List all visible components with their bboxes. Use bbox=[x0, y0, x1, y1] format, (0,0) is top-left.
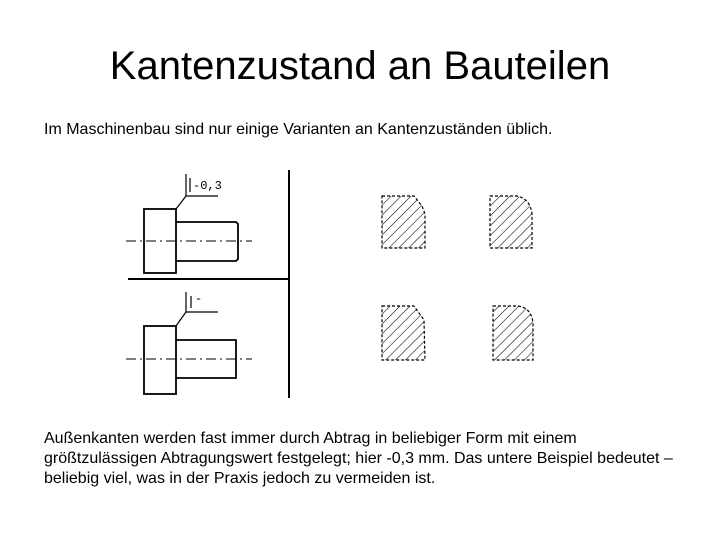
explanation-text: Außenkanten werden fast immer durch Abtrag in beliebiger Form mit einem größtzulässigen Abtragungswert festgelegt; hier -0,3 mm. Das untere Beispiel bedeutet – beliebig viel, was in der Praxis jedoch zu vermeiden ist. bbox=[44, 430, 673, 487]
pin-drawing-top bbox=[126, 174, 252, 273]
edge-example-sharp-burr-top bbox=[382, 196, 425, 248]
edge-condition-figure bbox=[120, 160, 560, 405]
edge-example-rounded-bottom bbox=[493, 306, 533, 360]
pin-drawing-bottom bbox=[126, 292, 252, 394]
edge-symbol-label-top: -0,3 bbox=[193, 179, 222, 193]
intro-text: Im Maschinenbau sind nur einige Varianten an Kantenzuständen üblich. bbox=[44, 121, 553, 138]
edge-example-chamfer-bottom bbox=[382, 306, 425, 360]
edge-symbol-label-bottom: - bbox=[195, 292, 203, 306]
edge-example-rounded-top bbox=[490, 196, 532, 248]
slide-title: Kantenzustand an Bauteilen bbox=[109, 44, 611, 88]
